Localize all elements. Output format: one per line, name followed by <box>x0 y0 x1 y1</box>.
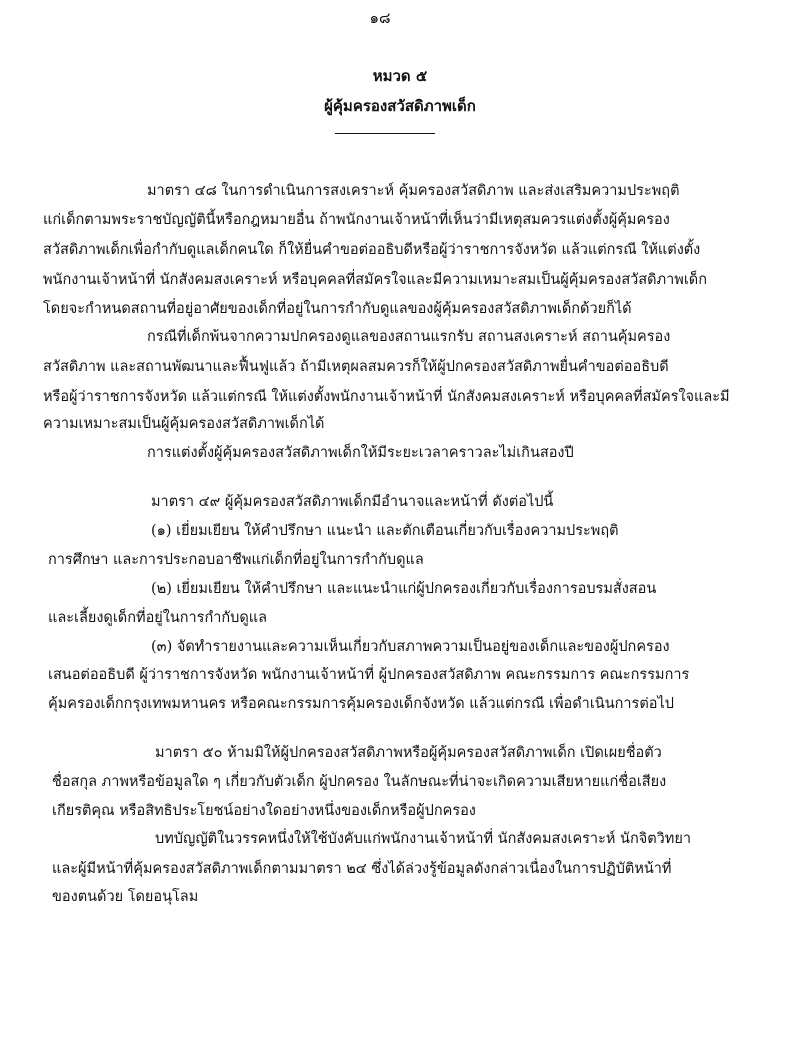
section-48-line-5: โดยจะกำหนดสถานที่อยู่อาศัยของเด็กที่อยู่ในการกำกับดูแลของผู้คุ้มครองสวัสดิภาพเด็กด้วยก็ได้ <box>43 301 632 317</box>
section-48-para2-line-1: กรณีที่เด็กพ้นจากความปกครองดูแลของสถานแรกรับ สถานสงเคราะห์ สถานคุ้มครอง <box>147 329 671 345</box>
chapter-heading: หมวด ๕ <box>372 67 428 85</box>
section-49-item-3-line-3: คุ้มครองเด็กกรุงเทพมหานคร หรือคณะกรรมการคุ้มครองเด็กจังหวัด แล้วแต่กรณี เพื่อดำเนินการต่อไป <box>48 696 674 712</box>
section-49-item-1-line-1: (๑) เยี่ยมเยียน ให้คำปรึกษา แนะนำ และตักเตือนเกี่ยวกับเรื่องความประพฤติ <box>151 523 619 539</box>
page-number: ๑๘ <box>369 9 391 27</box>
section-48-para2-line-3: หรือผู้ว่าราชการจังหวัด แล้วแต่กรณี ให้แต่งตั้งพนักงานเจ้าหน้าที่ นักสังคมสงเคราะห์ หรือบุคคลที่สมัครใจและมี <box>43 389 730 405</box>
section-48-para3-line-1: การแต่งตั้งผู้คุ้มครองสวัสดิภาพเด็กให้มีระยะเวลาคราวละไม่เกินสองปี <box>147 445 574 461</box>
section-50-line-1: มาตรา ๕๐ ห้ามมิให้ผู้ปกครองสวัสดิภาพหรือผู้คุ้มครองสวัสดิภาพเด็ก เปิดเผยชื่อตัว <box>155 745 662 761</box>
section-48-line-4: พนักงานเจ้าหน้าที่ นักสังคมสงเคราะห์ หรือบุคคลที่สมัครใจและมีความเหมาะสมเป็นผู้คุ้มครองสวัสดิภาพเด็ก <box>43 272 707 288</box>
section-48-line-2: แก่เด็กตามพระราชบัญญัตินี้หรือกฎหมายอื่น ถ้าพนักงานเจ้าหน้าที่เห็นว่ามีเหตุสมควรแต่งตั้งผู้คุ้มครอง <box>43 212 670 228</box>
section-49-line-1: มาตรา ๔๙ ผู้คุ้มครองสวัสดิภาพเด็กมีอำนาจและหน้าที่ ดังต่อไปนี้ <box>151 494 554 510</box>
section-49-item-3-line-1: (๓) จัดทำรายงานและความเห็นเกี่ยวกับสภาพความเป็นอยู่ของเด็กและของผู้ปกครอง <box>151 639 670 655</box>
section-50-para2-line-1: บทบัญญัติในวรรคหนึ่งให้ใช้บังคับแก่พนักงานเจ้าหน้าที่ นักสังคมสงเคราะห์ นักจิตวิทยา <box>155 831 691 847</box>
chapter-title: ผู้คุ้มครองสวัสดิภาพเด็ก <box>324 97 476 115</box>
section-49-item-3-line-2: เสนอต่ออธิบดี ผู้ว่าราชการจังหวัด พนักงานเจ้าหน้าที่ ผู้ปกครองสวัสดิภาพ คณะกรรมการ คณะกรรมการ <box>48 667 690 683</box>
title-underline-divider <box>335 133 435 134</box>
section-49-item-2-line-1: (๒) เยี่ยมเยียน ให้คำปรึกษา และแนะนำแก่ผู้ปกครองเกี่ยวกับเรื่องการอบรมสั่งสอน <box>151 581 657 597</box>
section-48-line-1: มาตรา ๔๘ ในการดำเนินการสงเคราะห์ คุ้มครองสวัสดิภาพ และส่งเสริมความประพฤติ <box>147 183 680 199</box>
section-48-line-3: สวัสดิภาพเด็กเพื่อกำกับดูแลเด็กคนใด ก็ให้ยื่นคำขอต่ออธิบดีหรือผู้ว่าราชการจังหวัด แล้วแต่กรณี ให้แต่งตั้ง <box>43 242 701 258</box>
section-50-para2-line-2: และผู้มีหน้าที่คุ้มครองสวัสดิภาพเด็กตามมาตรา ๒๔ ซึ่งได้ล่วงรู้ข้อมูลดังกล่าวเนื่องในการปฏิบัติหน้าที่ <box>52 861 672 877</box>
section-49-item-2-line-2: และเลี้ยงดูเด็กที่อยู่ในการกำกับดูแล <box>48 610 268 626</box>
section-48-para2-line-4: ความเหมาะสมเป็นผู้คุ้มครองสวัสดิภาพเด็กได้ <box>43 416 325 432</box>
section-50-line-2: ชื่อสกุล ภาพหรือข้อมูลใด ๆ เกี่ยวกับตัวเด็ก ผู้ปกครอง ในลักษณะที่น่าจะเกิดความเสียหายแก่ชื่อเสียง <box>52 774 667 790</box>
section-50-para2-line-3: ของตนด้วย โดยอนุโลม <box>52 889 199 905</box>
section-48-para2-line-2: สวัสดิภาพ และสถานพัฒนาและฟื้นฟูแล้ว ถ้ามีเหตุผลสมควรก็ให้ผู้ปกครองสวัสดิภาพยื่นคำขอต่ออธิบดี <box>43 359 669 375</box>
section-50-line-3: เกียรติคุณ หรือสิทธิประโยชน์อย่างใดอย่างหนึ่งของเด็กหรือผู้ปกครอง <box>52 803 476 819</box>
section-49-item-1-line-2: การศึกษา และการประกอบอาชีพแก่เด็กที่อยู่ในการกำกับดูแล <box>48 552 424 568</box>
